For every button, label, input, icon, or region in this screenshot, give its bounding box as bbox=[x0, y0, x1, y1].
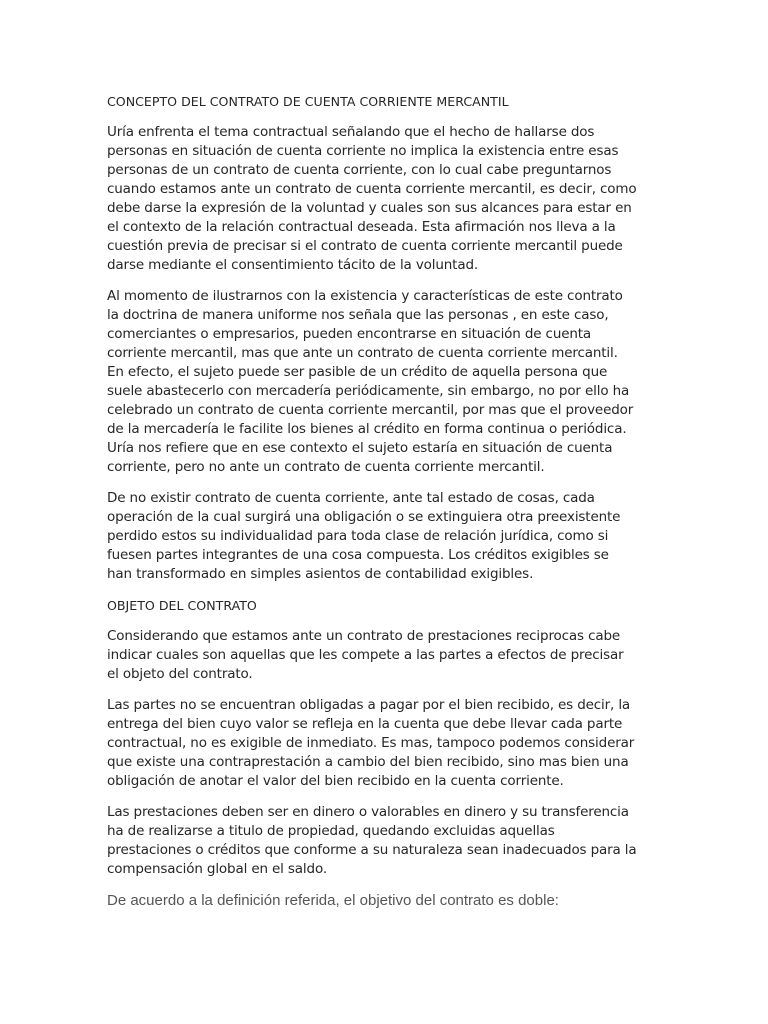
paragraph-line: la doctrina de manera uniforme nos señala que las personas , en este caso, bbox=[107, 307, 609, 323]
paragraph-line: Al momento de ilustrarnos con la existencia y características de este contrato bbox=[107, 288, 623, 304]
paragraph-line: Uría enfrenta el tema contractual señalando que el hecho de hallarse dos bbox=[107, 124, 595, 140]
paragraph-line: perdido estos su individualidad para toda clase de relación jurídica, como si bbox=[107, 528, 609, 544]
paragraph-line: corriente mercantil, mas que ante un contrato de cuenta corriente mercantil. bbox=[107, 345, 618, 361]
paragraph-line: cuando estamos ante un contrato de cuenta corriente mercantil, es decir, como bbox=[107, 181, 637, 197]
paragraph-line: De no existir contrato de cuenta corriente, ante tal estado de cosas, cada bbox=[107, 490, 595, 506]
paragraph bbox=[107, 287, 677, 477]
paragraph-line: personas en situación de cuenta corriente no implica la existencia entre esas bbox=[107, 143, 619, 159]
paragraph-line: darse mediante el consentimiento tácito de la voluntad. bbox=[107, 257, 479, 273]
paragraph-line: personas de un contrato de cuenta corriente, con lo cual cabe preguntarnos bbox=[107, 162, 612, 178]
paragraph-line: suele abastecerlo con mercadería periódicamente, sin embargo, no por ello ha bbox=[107, 383, 630, 399]
paragraph-line: contractual, no es exigible de inmediato. Es mas, tampoco podemos considerar bbox=[107, 735, 635, 751]
paragraph-line: que existe una contraprestación a cambio del bien recibido, sino mas bien una bbox=[107, 754, 629, 770]
paragraph bbox=[107, 489, 677, 584]
paragraph-line: el contexto de la relación contractual deseada. Esta afirmación nos lleva a la bbox=[107, 219, 616, 235]
closing-paragraph bbox=[107, 891, 677, 910]
closing-line: De acuerdo a la definición referida, el objetivo del contrato es doble: bbox=[107, 892, 559, 909]
paragraph-line: comerciantes o empresarios, pueden encontrarse en situación de cuenta bbox=[107, 326, 592, 342]
paragraph-line: indicar cuales son aquellas que les compete a las partes a efectos de precisar bbox=[107, 647, 624, 663]
document-title: CONCEPTO DEL CONTRATO DE CUENTA CORRIENTE MERCANTIL bbox=[107, 94, 509, 109]
paragraph-line: Las prestaciones deben ser en dinero o valorables en dinero y su transferencia bbox=[107, 804, 629, 820]
section-concepto bbox=[107, 123, 677, 584]
paragraph bbox=[107, 696, 677, 791]
paragraph-line: compensación global en el saldo. bbox=[107, 861, 327, 877]
paragraph-line: Uría nos refiere que en ese contexto el sujeto estaría en situación de cuenta bbox=[107, 440, 613, 456]
paragraph-line: En efecto, el sujeto puede ser pasible de un crédito de aquella persona que bbox=[107, 364, 608, 380]
paragraph-line: fuesen partes integrantes de una cosa compuesta. Los créditos exigibles se bbox=[107, 547, 609, 563]
paragraph-line: Las partes no se encuentran obligadas a pagar por el bien recibido, es decir, la bbox=[107, 697, 631, 713]
paragraph-line: cuestión previa de precisar si el contrato de cuenta corriente mercantil puede bbox=[107, 238, 623, 254]
paragraph-line: operación de la cual surgirá una obligación o se extinguiera otra preexistente bbox=[107, 509, 621, 525]
paragraph-line: han transformado en simples asientos de contabilidad exigibles. bbox=[107, 566, 534, 582]
paragraph-line: corriente, pero no ante un contrato de cuenta corriente mercantil. bbox=[107, 459, 545, 475]
document-page bbox=[107, 92, 677, 922]
paragraph bbox=[107, 627, 677, 684]
paragraph-line: ha de realizarse a titulo de propiedad, quedando excluidas aquellas bbox=[107, 823, 555, 839]
paragraph-line: obligación de anotar el valor del bien recibido en la cuenta corriente. bbox=[107, 773, 564, 789]
paragraph-line: celebrado un contrato de cuenta corriente mercantil, por mas que el proveedor bbox=[107, 402, 634, 418]
paragraph-line: Considerando que estamos ante un contrato de prestaciones reciprocas cabe bbox=[107, 628, 621, 644]
paragraph bbox=[107, 803, 677, 879]
paragraph-line: prestaciones o créditos que conforme a su naturaleza sean inadecuados para la bbox=[107, 842, 637, 858]
section-subtitle: OBJETO DEL CONTRATO bbox=[107, 598, 257, 613]
paragraph-line: el objeto del contrato. bbox=[107, 666, 253, 682]
paragraph bbox=[107, 123, 677, 275]
paragraph-line: entrega del bien cuyo valor se refleja en la cuenta que debe llevar cada parte bbox=[107, 716, 623, 732]
paragraph-line: debe darse la expresión de la voluntad y cuales son sus alcances para estar en bbox=[107, 200, 632, 216]
paragraph-line: de la mercadería le facilite los bienes al crédito en forma continua o periódica. bbox=[107, 421, 627, 437]
section-objeto bbox=[107, 627, 677, 879]
